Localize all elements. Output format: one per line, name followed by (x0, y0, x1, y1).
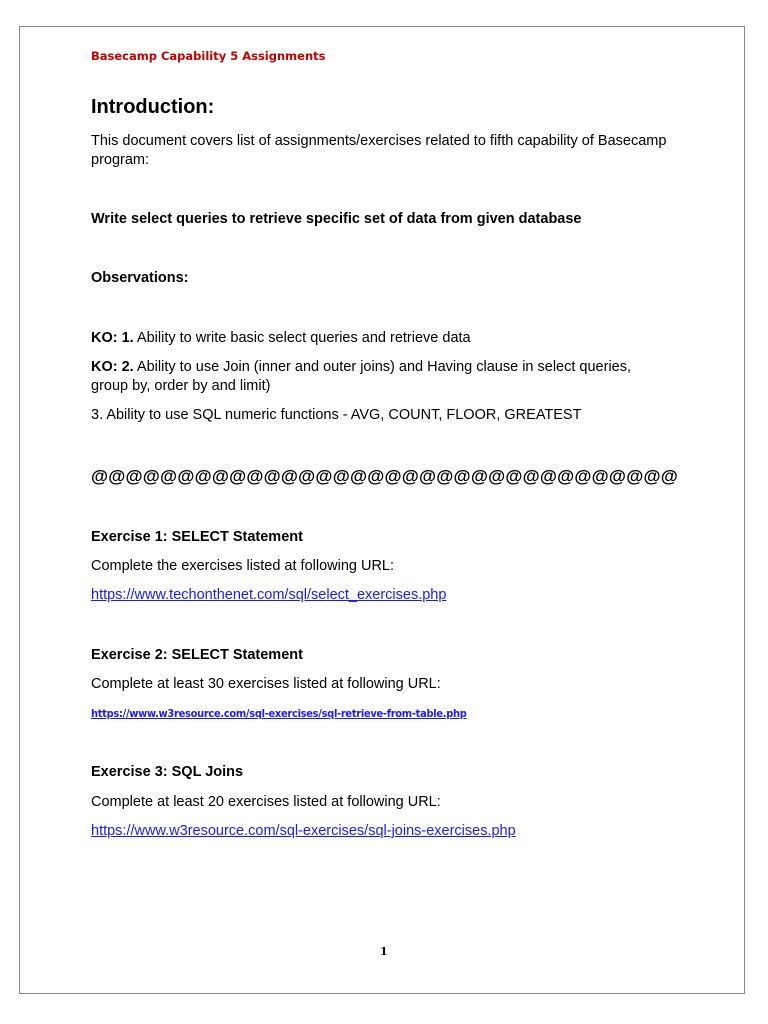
exercise-title: Exercise 1: SELECT Statement (91, 529, 303, 545)
observation-prefix: KO: 2. (91, 359, 134, 375)
observation-text: Ability to use Join (inner and outer joins) and Having clause in select queries, group by, order by and limit) (91, 359, 632, 394)
exercise-link[interactable]: https://www.w3resource.com/sql-exercises/sql-retrieve-from-table.php (91, 707, 467, 720)
exercise-link[interactable]: https://www.w3resource.com/sql-exercises/sql-joins-exercises.php (91, 823, 516, 839)
observation-text: 3. Ability to use SQL numeric functions - AVG, COUNT, FLOOR, GREATEST (91, 407, 582, 423)
exercise-title: Exercise 3: SQL Joins (91, 764, 244, 780)
objective-text: Write select queries to retrieve specific set of data from given database (91, 211, 582, 227)
observation-prefix: KO: 1. (91, 330, 134, 346)
exercise-instruction: Complete at least 30 exercises listed at following URL: (91, 676, 441, 692)
document-page (19, 26, 745, 994)
observation-item (91, 358, 671, 396)
exercise-instruction: Complete at least 20 exercises listed at following URL: (91, 794, 441, 810)
separator-line: @@@@@@@@@@@@@@@@@@@@@@@@@@@@@@@@@@ (91, 466, 678, 486)
observation-item (91, 406, 581, 425)
exercise-title: Exercise 2: SELECT Statement (91, 647, 303, 663)
observation-text: Ability to write basic select queries and retrieve data (133, 330, 471, 346)
page-number: 1 (380, 945, 388, 958)
intro-text: This document covers list of assignments/exercises related to fifth capability of Basecamp program: (91, 133, 667, 168)
intro-heading: Introduction: (91, 96, 215, 118)
observation-item (91, 329, 471, 348)
observations-heading: Observations: (91, 270, 189, 286)
document-header: Basecamp Capability 5 Assignments (91, 49, 326, 63)
exercise-instruction: Complete the exercises listed at following URL: (91, 558, 395, 574)
exercise-link[interactable]: https://www.techonthenet.com/sql/select_exercises.php (91, 587, 447, 603)
